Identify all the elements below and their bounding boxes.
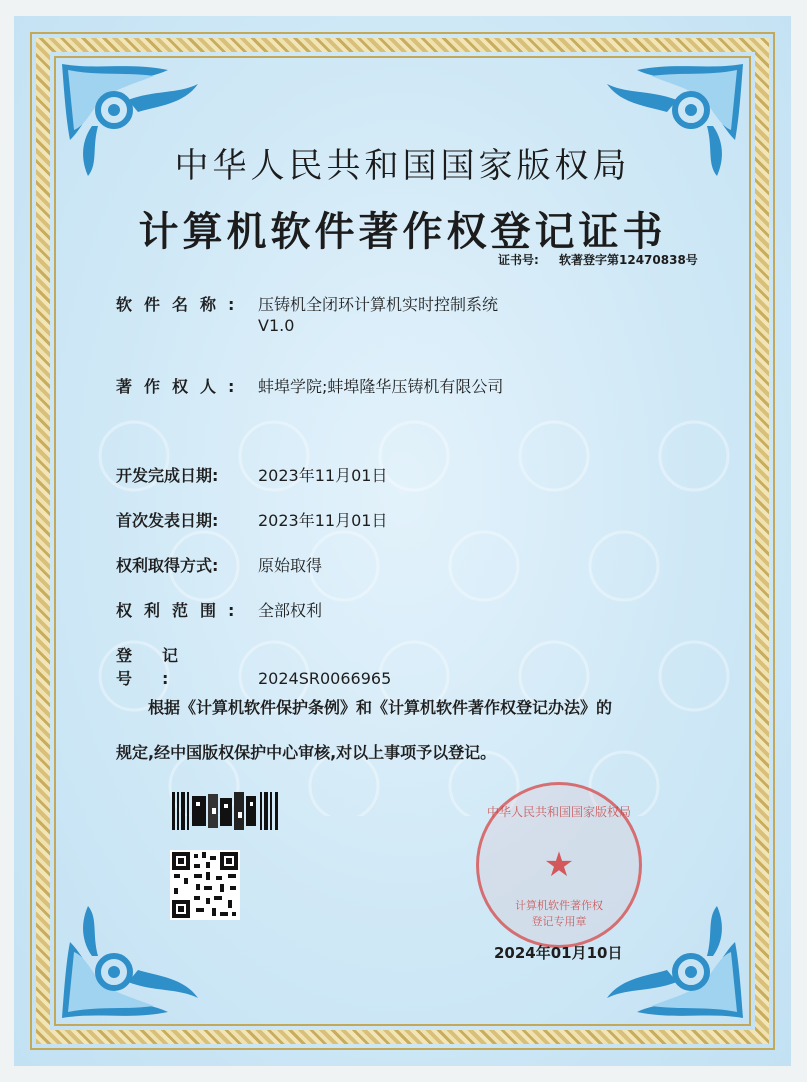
statement-line-1: 根据《计算机软件保护条例》和《计算机软件著作权登记办法》的 <box>148 698 613 717</box>
seal-text-line-2: 登记专用章 <box>531 915 587 928</box>
certificate <box>14 16 791 1066</box>
field-label: 登记号: <box>116 646 209 688</box>
field-value: 全部权利 <box>258 601 323 620</box>
certificate-number <box>498 251 698 268</box>
field-label: 开发完成日期: <box>116 466 219 485</box>
seal-text-line-1: 计算机软件著作权 <box>515 899 603 912</box>
field-label: 著作权人: <box>116 377 247 396</box>
corner-ornament-icon <box>58 902 208 1022</box>
field-value: 2023年11月01日 <box>258 466 388 485</box>
official-seal <box>476 782 642 948</box>
certificate-number-value: 软著登字第12470838号 <box>559 253 698 267</box>
certificate-title: 计算机软件著作权登记证书 <box>138 208 667 255</box>
field-software-name <box>116 292 498 315</box>
field-value: 蚌埠学院;蚌埠隆华压铸机有限公司 <box>258 377 504 396</box>
issue-date: 2024年01月10日 <box>494 944 623 962</box>
field-acquire-method <box>116 553 322 576</box>
field-value: 2024SR0066965 <box>258 669 392 688</box>
qr-code-icon <box>170 850 240 920</box>
field-value: 压铸机全闭环计算机实时控制系统 <box>258 295 499 314</box>
issuer-name: 中华人民共和国国家版权局 <box>174 146 631 186</box>
field-value: 2023年11月01日 <box>258 511 388 530</box>
field-dev-date <box>116 463 387 486</box>
field-publish-date <box>116 508 387 531</box>
field-label: 权利范围: <box>116 601 247 620</box>
field-label: 软件名称: <box>116 295 247 314</box>
field-registration-number <box>116 643 391 689</box>
field-label: 首次发表日期: <box>116 511 219 530</box>
field-label: 权利取得方式: <box>116 556 219 575</box>
barcode-icon <box>172 792 280 830</box>
field-rights-scope <box>116 598 322 621</box>
field-value: 原始取得 <box>258 556 323 575</box>
seal-ring-text: 中华人民共和国国家版权局 <box>486 805 631 819</box>
seal-star-icon: ★ <box>543 847 575 884</box>
certificate-number-label: 证书号: <box>498 253 539 267</box>
statement-line-2: 规定,经中国版权保护中心审核,对以上事项予以登记。 <box>116 743 497 762</box>
field-software-version: V1.0 <box>258 316 295 335</box>
field-copyright-holder <box>116 374 503 397</box>
